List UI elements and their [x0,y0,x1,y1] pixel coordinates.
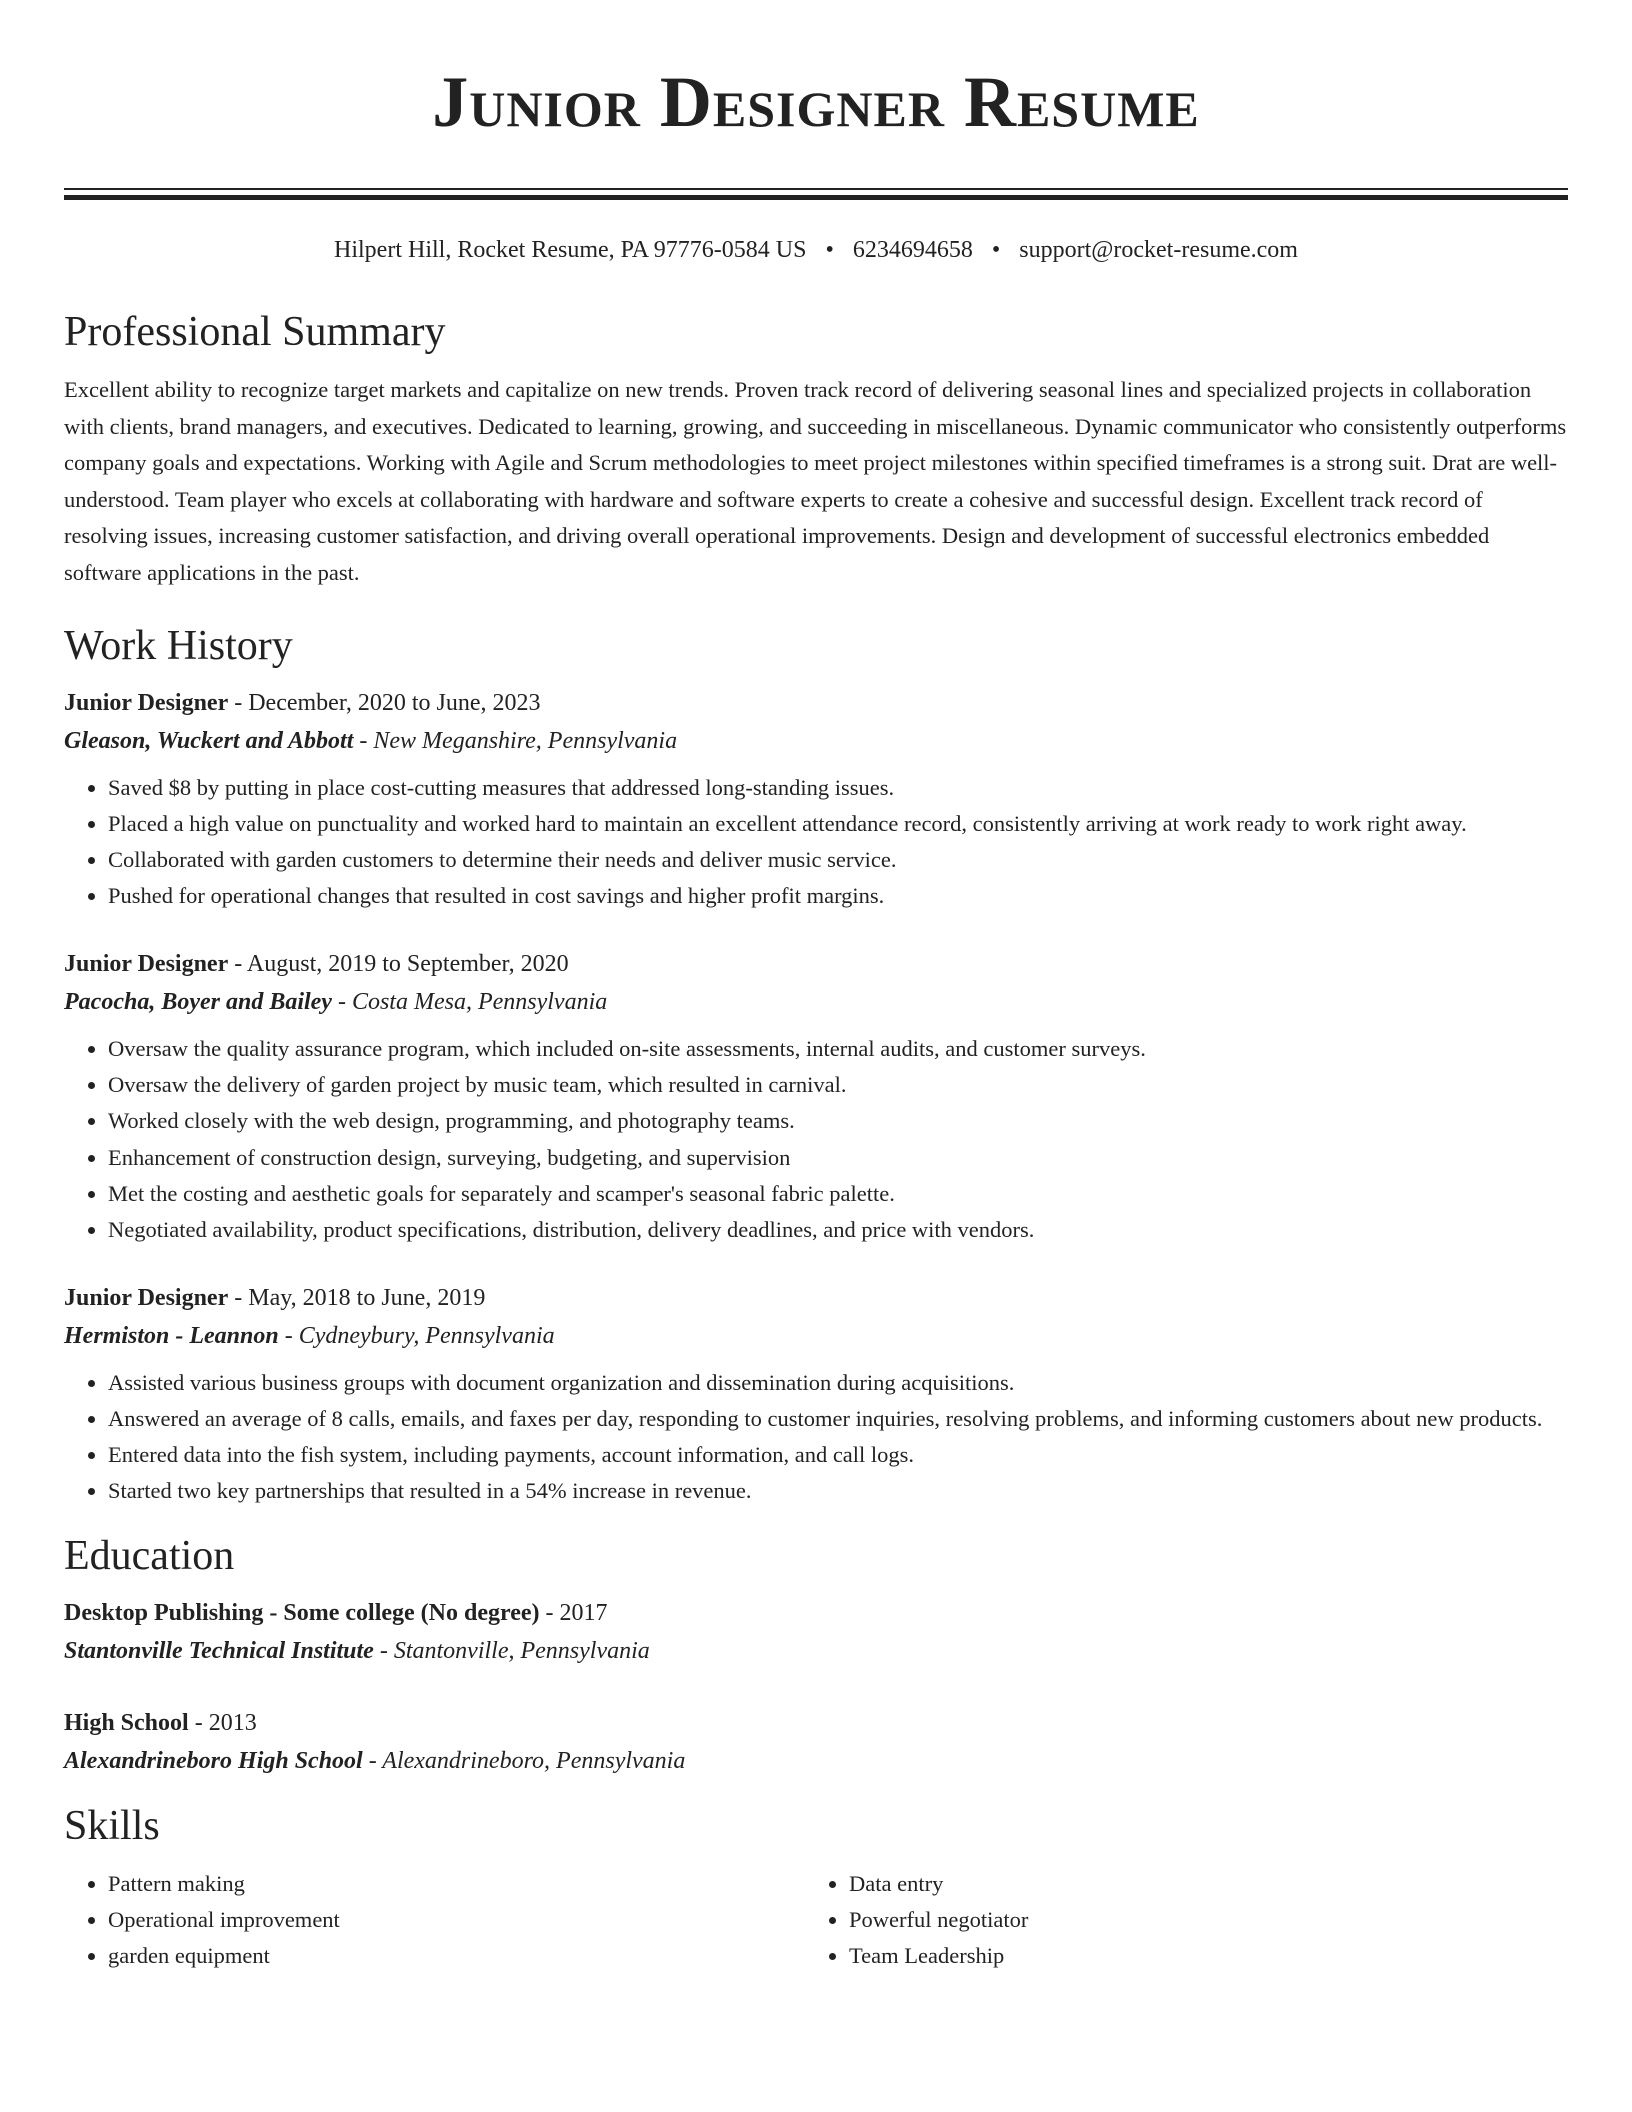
title-divider-thin [64,188,1568,190]
education-school: Alexandrineboro High School [64,1747,363,1774]
job-bullet: • Negotiated availability, product specifications, distribution, delivery deadlines, and price with vendors. [108,1212,1568,1248]
job-bullets [64,1031,1568,1249]
contact-line [64,234,1568,266]
skills-heading: Skills [64,1802,160,1849]
job-company-line [64,1317,1568,1355]
job-entry [64,1279,1568,1510]
job-location: - Costa Mesa, Pennsylvania [331,988,608,1015]
job-bullet: • Oversaw the quality assurance program, which included on-site assessments, internal audits, and customer surveys. [108,1031,1568,1067]
education-degree: High School [64,1709,189,1736]
job-dates: - August, 2019 to September, 2020 [228,950,569,977]
education-degree: Desktop Publishing - Some college (No degree) [64,1599,540,1626]
skills-left-column [64,1866,805,1975]
job-bullet: • Started two key partnerships that resulted in a 54% increase in revenue. [108,1473,1568,1509]
job-bullet: • Answered an average of 8 calls, emails, and faxes per day, responding to customer inquiries, resolving problems, and informing customers about new products. [108,1401,1568,1437]
summary-text: Excellent ability to recognize target markets and capitalize on new trends. Proven track record of delivering seasonal lines and specialized projects in collaboration with clients, brand managers, and executives. Dedicated to learning, growing, and succeeding in miscellaneous. Dynamic communicator who consistently outperforms company goals and expectations. Working with Agile and Scrum methodologies to meet project milestones within specified timeframes is a strong suit. Drat are well-understood. Team player who excels at collaborating with hardware and software experts to create a cohesive and successful design. Excellent track record of resolving issues, increasing customer satisfaction, and driving overall operational improvements. Design and development of successful electronics embedded software applications in the past. [64,377,1567,585]
job-entry [64,945,1568,1249]
contact-address: Hilpert Hill, Rocket Resume, PA 97776-0584 US [334,237,807,263]
education-year: - 2013 [188,1709,257,1736]
education-location: - Stantonville, Pennsylvania [373,1637,650,1664]
work-history-section [64,620,1568,1510]
job-title: Junior Designer [64,689,229,716]
education-school-line [64,1632,1568,1670]
title-divider-thick [64,195,1568,200]
job-company: Pacocha, Boyer and Bailey [64,988,332,1015]
contact-separator: • [991,237,1001,263]
contact-separator: • [825,237,834,263]
job-location: - New Meganshire, Pennsylvania [353,727,678,754]
education-location: - Alexandrineboro, Pennsylvania [362,1747,686,1774]
job-company-line [64,722,1568,760]
skills-columns [64,1866,1568,1975]
job-header [64,945,1568,983]
job-bullet: • Worked closely with the web design, programming, and photography teams. [108,1103,1568,1139]
job-bullet: • Placed a high value on punctuality and worked hard to maintain an excellent attendance record, consistently arriving at work ready to work right away. [108,806,1568,842]
job-bullet: • Oversaw the delivery of garden project by music team, which resulted in carnival. [108,1067,1568,1103]
job-bullet: • Enhancement of construction design, surveying, budgeting, and supervision [108,1140,1568,1176]
education-section [64,1530,1568,1780]
education-school-line [64,1742,1568,1780]
job-company: Hermiston - Leannon [64,1322,279,1349]
job-company: Gleason, Wuckert and Abbott [64,727,354,754]
job-bullet: • Saved $8 by putting in place cost-cutting measures that addressed long-standing issues. [108,770,1568,806]
education-year: - 2017 [539,1599,608,1626]
education-header [64,1704,1568,1742]
job-bullet: • Met the costing and aesthetic goals for separately and scamper's seasonal fabric palette. [108,1176,1568,1212]
job-bullet: • Entered data into the fish system, including payments, account information, and call logs. [108,1437,1568,1473]
education-entry [64,1704,1568,1780]
skill-item: • Data entry [849,1866,1546,1902]
education-header [64,1594,1568,1632]
job-title: Junior Designer [64,950,229,977]
education-entry [64,1594,1568,1670]
job-bullets [64,770,1568,915]
summary-section [64,306,1568,592]
job-bullet: • Assisted various business groups with document organization and dissemination during acquisitions. [108,1365,1568,1401]
job-dates: - May, 2018 to June, 2019 [228,1284,486,1311]
skill-item: • Powerful negotiator [849,1902,1546,1938]
job-bullet: • Collaborated with garden customers to determine their needs and deliver music service. [108,842,1568,878]
skill-item: • Operational improvement [108,1902,805,1938]
job-dates: - December, 2020 to June, 2023 [228,689,541,716]
job-bullet: • Pushed for operational changes that resulted in cost savings and higher profit margins. [108,878,1568,914]
work-history-heading: Work History [64,622,293,669]
education-school: Stantonville Technical Institute [64,1637,374,1664]
education-heading: Education [64,1532,235,1579]
job-header [64,1279,1568,1317]
job-location: - Cydneybury, Pennsylvania [278,1322,555,1349]
skill-item: • Pattern making [108,1866,805,1902]
job-header [64,684,1568,722]
job-company-line [64,983,1568,1021]
contact-phone: 6234694658 [852,237,973,263]
job-entry [64,684,1568,915]
contact-email: support@rocket-resume.com [1019,237,1298,263]
summary-heading: Professional Summary [64,309,446,355]
job-title: Junior Designer [64,1284,229,1311]
skill-item: • garden equipment [108,1938,805,1974]
job-bullets [64,1365,1568,1510]
skill-item: • Team Leadership [849,1938,1546,1974]
skills-section [64,1800,1568,1975]
page-title: Junior Designer Resume [432,62,1200,142]
skills-right-column [805,1866,1546,1975]
